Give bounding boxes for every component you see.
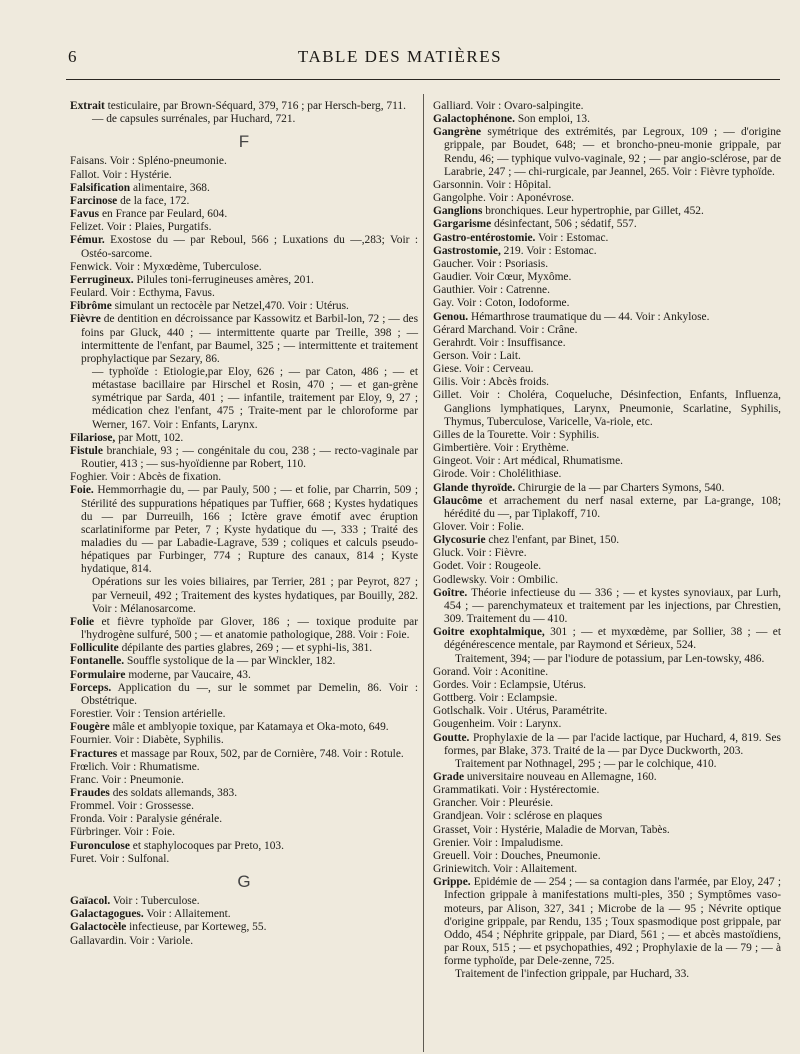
index-keyword: Ganglions [433,205,483,218]
index-entry [70,445,418,471]
index-entry [70,313,418,366]
index-entry-text: branchiale, 93 ; — congénitale du cou, 238 ; — recto-vaginale par Routier, 413 ; — sus-hyoïdienne par Robert, 110. [81,444,418,471]
index-entry-text: Feulard. Voir : Ecthyma, Favus. [70,287,215,300]
index-keyword: Fémur. [70,234,105,247]
index-entry [433,679,781,692]
index-entry [433,232,781,245]
index-keyword: Genou. [433,310,469,323]
index-keyword: Grippe. [433,876,471,889]
index-entry-text: et staphylocoques par Preto, 103. [129,839,284,852]
index-keyword: Goître. [433,586,468,599]
index-entry-text: Souffle systolique de la — par Winckler, 182. [124,655,336,668]
index-entry-text: 301 ; — et myxœdème, par Sollier, 38 ; — et dégénérescence mentale, par Raymond et Sérieux, 524. [444,626,782,652]
index-keyword: Ferrugineux. [70,273,134,286]
index-keyword: Fontanelle. [70,655,125,668]
index-entry [433,442,781,455]
index-entry-text: Greuell. Voir : Douches, Pneumonie. [433,849,601,862]
index-keyword: Fractures [70,747,118,760]
index-entry-text: Voir : Estomac. [535,231,609,244]
index-entry [433,850,781,863]
index-entry [433,968,781,981]
index-entry-text: Fournier. Voir : Diabète, Syphilis. [70,734,224,747]
index-entry [70,935,418,948]
index-keyword: Foie. [70,484,94,497]
index-entry [433,218,781,231]
index-entry-text: bronchiques. Leur hypertrophie, par Gillet, 452. [482,205,704,218]
index-entry [433,179,781,192]
index-entry-text: alimentaire, 368. [130,181,210,194]
index-entry-text: Hemmorrhagie du, — par Pauly, 500 ; — et folie, par Charrin, 509 ; Stérilité des suppurations hépatiques par Tuffier, 668 ; Kystes hydatiques du — par Durreuilh, 166 ; Ictère grave émotif avec éruption scarlatiniforme par Peter, 7 ; Kyste hydatique du —, 333 ; Traité des maladies du — par Labadie-Lagrave, 539 ; coliques et calculs pseudo-hépatiques par Furbinger, 774 ; Rupture des canaux, 814 ; Kyste hydatique, 814. [81,484,418,576]
index-entry [433,547,781,560]
index-keyword: Fibrôme [70,300,112,313]
index-keyword: Fougère [70,721,110,734]
index-entry [433,797,781,810]
index-entry-text: Epidémie de — 254 ; — sa contagion dans l'armée, par Eloy, 247 ; Infection grippale à manifestations multi-ples, 350 ; Symptômes vaso-moteurs, par Alison, 327, 341 ; Microbe de la — 95 ; Névrite optique d'origine grippale, par Rendu, 135 ; Toux spasmodique post grippale, par Oddo, 454 ; Néphrite grippale, par Diard, 561 ; — et abcès mastoïdiens, par Roux, 515 ; — et psychopathies, 492 ; Prophylaxie de la — 79 ; — à forme typhoïde, par Dele-zenne, 725. [444,876,781,968]
index-entry [70,682,418,708]
section-letter-heading: G [237,871,251,891]
index-entry [433,771,781,784]
index-entry [433,324,781,337]
index-entry-text: Fronda. Voir : Paralysie générale. [70,813,223,826]
index-entry [433,824,781,837]
index-entry-text: moderne, par Vaucaire, 43. [125,668,251,681]
index-entry [433,297,781,310]
index-keyword: Galactagogues. [70,908,144,921]
index-entry-text: Gérard Marchand. Voir : Crâne. [433,323,578,336]
index-entry-text: Galliard. Voir : Ovaro-salpingite. [433,100,584,112]
index-entry [433,337,781,350]
index-entry-text: Chirurgie de la — par Charters Symons, 540. [515,481,725,494]
index-keyword: Goitre exophtalmique, [433,626,545,639]
index-keyword: Folliculite [70,642,119,655]
index-entry-text: Gordes. Voir : Eclampsie, Utérus. [433,678,587,691]
index-entry [70,921,418,934]
index-entry-text: Grammatikati. Voir : Hystérectomie. [433,784,600,797]
index-entry-text: chez l'enfant, par Binet, 150. [485,534,620,547]
index-entry-text: Griniewitch. Voir : Allaitement. [433,863,578,876]
index-entry [433,784,781,797]
index-entry-text: Grenier. Voir : Impaludisme. [433,836,564,849]
index-entry [433,205,781,218]
left-column [70,100,418,948]
index-entry [433,810,781,823]
index-entry [433,758,781,771]
index-entry-text: Application du —, sur le sommet par Demelin, 86. Voir : Obstétrique. [81,681,418,707]
index-entry [433,560,781,573]
index-entry-text: mâle et amblyopie toxique, par Katamaya et Oka-moto, 649. [109,721,389,734]
index-entry [70,221,418,234]
index-entry-text: Hémarthrose traumatique du — 44. Voir : Ankylose. [468,310,710,323]
index-entry-text: Foghier. Voir : Abcès de fixation. [70,471,222,484]
index-entry [433,192,781,205]
index-entry [433,653,781,666]
header-rule [66,79,780,80]
index-entry-text: Frœlich. Voir : Rhumatisme. [70,760,200,773]
index-entry-text: Glover. Voir : Folie. [433,521,525,533]
index-entry-text: Garsonnin. Voir : Hôpital. [433,178,552,191]
index-entry-text: par Mott, 102. [115,431,184,444]
index-entry-text: Exostose du — par Reboul, 566 ; Luxations du —,283; Voir : Ostéo-sarcome. [81,234,418,260]
index-entry-text: et fièvre typhoïde par Glover, 186 ; — toxique produite par l'hydrogène sulfuré, 500 ; — et anatomie pathologique, 288. Voir : Foie. [81,615,418,642]
index-entry [70,840,418,853]
index-entry-text: Voir : Tuberculose. [110,895,200,908]
index-keyword: Glycosurie [433,534,486,547]
index-entry-text: Traitement par Nothnagel, 295 ; — par le colchique, 410. [455,757,717,770]
index-keyword: Galactophénone. [433,113,515,126]
index-entry-text: testiculaire, par Brown-Séquard, 379, 716 ; par Hersch-berg, 711. [104,100,406,112]
index-keyword: Fistule [70,444,103,457]
index-entry [433,311,781,324]
index-entry [70,208,418,221]
index-entry [70,471,418,484]
index-entry [433,389,781,428]
index-entry [70,169,418,182]
index-entry-text: Gauthier. Voir : Catrenne. [433,284,550,297]
index-entry [70,195,418,208]
index-entry-text: Grandjean. Voir : sclérose en plaques [433,810,603,823]
index-entry [433,482,781,495]
right-column [433,100,781,981]
index-entry-text: simulant un rectocèle par Netzel,470. Voir : Utérus. [111,300,349,313]
index-entry-text: désinfectant, 506 ; sédatif, 557. [491,218,637,231]
page-number: 6 [68,47,77,66]
running-title: TABLE DES MATIÈRES [297,47,503,66]
index-keyword: Fièvre [70,313,101,326]
section-letter-heading: F [238,132,250,152]
index-entry [70,234,418,260]
index-entry [70,669,418,682]
index-entry [433,534,781,547]
index-entry-text: Voir : Allaitement. [143,908,231,921]
index-entry [70,113,418,126]
index-entry-text: Fallot. Voir : Hystérie. [70,168,172,181]
index-entry [70,484,418,576]
index-entry [70,908,418,921]
index-keyword: Folie [70,615,95,628]
index-entry-text: Faisans. Voir : Spléno-pneumonie. [70,155,227,168]
index-entry [70,774,418,787]
index-entry-text: Prophylaxie de la — par l'acide lactique, par Huchard, 4, 819. Ses formes, par Blake, 373. Traité de la — par Dyce Duckworth, 203. [444,731,781,757]
index-entry [433,692,781,705]
column-divider [423,94,424,1052]
index-entry-text: Gaudier. Voir Cœur, Myxôme. [433,271,572,284]
index-keyword: Gangrène [433,126,482,139]
index-entry [70,721,418,734]
index-entry-text: Furet. Voir : Sulfonal. [70,852,170,865]
index-entry [433,271,781,284]
index-entry [433,455,781,468]
index-entry-text: Opérations sur les voies biliaires, par Terrier, 281 ; par Peyrot, 827 ; par Verneuil, 492 ; Traitement des kystes hydatiques, par Bouilly, 282. Voir : Mélanosarcome. [92,576,418,615]
index-keyword: Glaucôme [433,494,483,507]
index-entry-text: Gilis. Voir : Abcès froids. [433,376,550,389]
index-entry [433,429,781,442]
index-entry-text: Franc. Voir : Pneumonie. [70,773,184,786]
index-entry-text: Grancher. Voir : Pleurésie. [433,797,554,810]
index-entry [433,363,781,376]
index-entry-text: Gilles de la Tourette. Voir : Syphilis. [433,428,600,441]
index-entry [433,732,781,758]
index-entry-text: Fürbringer. Voir : Foie. [70,826,175,839]
index-entry [433,587,781,626]
index-keyword: Filariose, [70,431,116,444]
index-entry [433,284,781,297]
index-keyword: Favus [70,208,100,221]
index-entry [433,495,781,521]
index-entry-text: et massage par Roux, 502, par de Cornière, 748. Voir : Rotule. [117,747,404,760]
index-entry-text: Gangolphe. Voir : Aponévrose. [433,192,574,205]
index-entry-text: Giese. Voir : Cerveau. [433,363,534,376]
index-entry [70,182,418,195]
index-entry-text: infectieuse, par Korteweg, 55. [126,921,267,934]
index-entry-text: et arrachement du nerf nasal externe, par La-grange, 108; hérédité du —, par Tiplakoff, 710. [444,494,781,520]
index-entry [70,826,418,839]
index-entry-text: Gougenheim. Voir : Larynx. [433,718,562,731]
index-entry-text: Frommel. Voir : Grossesse. [70,800,194,813]
index-entry [70,800,418,813]
index-entry-text: en France par Feulard, 604. [99,208,228,221]
index-entry [70,895,418,908]
index-entry [70,432,418,445]
index-entry-text: Gaucher. Voir : Psoriasis. [433,257,549,270]
index-entry [433,876,781,968]
index-entry [70,787,418,800]
index-entry [70,616,418,642]
index-keyword: Farcinose [70,194,118,207]
index-entry [433,376,781,389]
index-keyword: Extrait [70,100,105,112]
index-entry-text: Gillet. Voir : Choléra, Coqueluche, Désinfection, Enfants, Influenza, Ganglions lymphatiques, Larynx, Pneumonie, Scarlatine, Syphilis, Thymus, Tuberculose, Varicelle, Va-riole, etc. [433,389,781,428]
index-entry [433,666,781,679]
index-keyword: Glande thyroïde. [433,481,516,494]
index-entry-text: dépilante des parties glabres, 269 ; — et syphi-lis, 381. [118,642,373,655]
index-entry-text: symétrique des extrémités, par Legroux, 109 ; — d'origine grippale, par Boudet, 648; — et broncho-pneu-monie grippale, par Rendu, 46; — typhique vulvo-vaginale, 92 ; — par angio-sclérose, par de Larabrie, 247 ; — chi-rurgicale, par Jeannel, 265. Voir : Fièvre typhoïde. [444,126,781,178]
index-entry-text: universitaire nouveau en Allemagne, 160. [464,770,657,783]
index-keyword: Gargarisme [433,218,492,231]
index-entry [433,468,781,481]
index-keyword: Gastro-entérostomie. [433,231,536,244]
index-entry-text: Gluck. Voir : Fièvre. [433,547,527,560]
index-entry [70,366,418,432]
index-entry [433,705,781,718]
index-entry-text: Girode. Voir : Cholélithiase. [433,468,562,481]
index-entry [433,863,781,876]
index-keyword: Forceps. [70,681,112,694]
index-entry-text: Gorand. Voir : Aconitine. [433,665,549,678]
index-entry-text: — de capsules surrénales, par Huchard, 721. [92,113,296,126]
index-entry-text: de dentition en décroissance par Kassowitz et Barbil-lon, 72 ; — des foins par Gluck, 440 ; — intermittente quarte par Treille, 398 ; — intermittente de l'enfant, par Baumel, 325 ; — intermittente et traitement prophylactique par Sezary, 86. [81,313,418,365]
index-entry-text: Felizet. Voir : Plaies, Purgatifs. [70,221,212,234]
index-keyword: Fraudes [70,786,110,799]
index-entry-text: Gingeot. Voir : Art médical, Rhumatisme. [433,455,624,468]
index-entry [433,100,781,113]
index-entry [70,287,418,300]
index-entry [433,626,781,652]
index-entry-text: Gottberg. Voir : Eclampsie. [433,692,558,705]
index-entry [433,350,781,363]
index-entry [433,245,781,258]
index-entry [70,655,418,668]
index-entry-text: de la face, 172. [117,194,190,207]
index-entry-text: Grasset, Voir : Hystérie, Maladie de Morvan, Tabès. [433,823,670,836]
index-keyword: Gastrostomie, [433,244,501,257]
index-keyword: Formulaire [70,668,126,681]
index-entry [70,761,418,774]
index-keyword: Gaïacol. [70,895,111,908]
index-entry [70,261,418,274]
index-entry-text: Godet. Voir : Rougeole. [433,560,542,573]
index-entry [70,300,418,313]
index-entry-text: Gallavardin. Voir : Variole. [70,934,194,947]
index-entry-text: Son emploi, 13. [514,113,590,126]
index-entry [70,576,418,615]
index-keyword: Falsification [70,181,131,194]
index-entry-text: Godlewsky. Voir : Ombilic. [433,573,559,586]
index-entry-text: Gerahrdt. Voir : Insuffisance. [433,336,566,349]
index-entry-text: Gerson. Voir : Lait. [433,349,521,362]
index-entry [70,274,418,287]
index-keyword: Furonculose [70,839,130,852]
index-entry-text: — typhoïde : Etiologie,par Eloy, 626 ; — par Caton, 486 ; — et métastase bacillaire par Hirschel et Rosin, 470 ; — et gan-grène symétrique par Sarda, 401 ; — infantile, traitement par Eloy, 9, 27 ; médication chez l'enfant, 475 ; Traite-ment par le chloroforme par Werner, 167. Voir : Enfants, Larynx. [92,365,418,431]
index-entry-text: Traitement, 394; — par l'iodure de potassium, par Len-towsky, 486. [455,652,765,665]
index-entry-text: Gimbertière. Voir : Erythème. [433,442,569,455]
index-entry [70,734,418,747]
index-entry-text: 219. Voir : Estomac. [500,244,597,257]
index-entry [70,155,418,168]
index-entry-text: Traitement de l'infection grippale, par Huchard, 33. [455,968,690,981]
index-entry-text: Forestier. Voir : Tension artérielle. [70,708,226,721]
index-entry [70,853,418,866]
index-entry [433,718,781,731]
index-entry-text: des soldats allemands, 383. [109,786,238,799]
index-entry-text: Gotlschalk. Voir . Utérus, Paramétrite. [433,705,608,718]
index-entry [70,708,418,721]
index-entry-text: Gay. Voir : Coton, Iodoforme. [433,297,570,310]
index-entry [433,574,781,587]
index-entry-text: Pilules toni-ferrugineuses amères, 201. [133,273,314,286]
index-keyword: Grade [433,770,465,783]
index-entry [433,837,781,850]
index-entry-text: Théorie infectieuse du — 336 ; — et kystes synoviaux, par Lurh, 454 ; — parenchymateux et traitement par les injections, par Chrestien, 309. Traitement du — 410. [444,586,781,626]
index-entry [433,258,781,271]
index-entry [433,521,781,534]
index-entry [70,642,418,655]
index-entry [70,813,418,826]
index-entry [433,113,781,126]
index-entry [70,748,418,761]
index-entry [433,126,781,179]
index-entry-text: Fenwick. Voir : Myxœdème, Tuberculose. [70,260,262,273]
index-keyword: Galactocèle [70,921,127,934]
index-entry [70,100,418,113]
index-keyword: Goutte. [433,731,470,744]
